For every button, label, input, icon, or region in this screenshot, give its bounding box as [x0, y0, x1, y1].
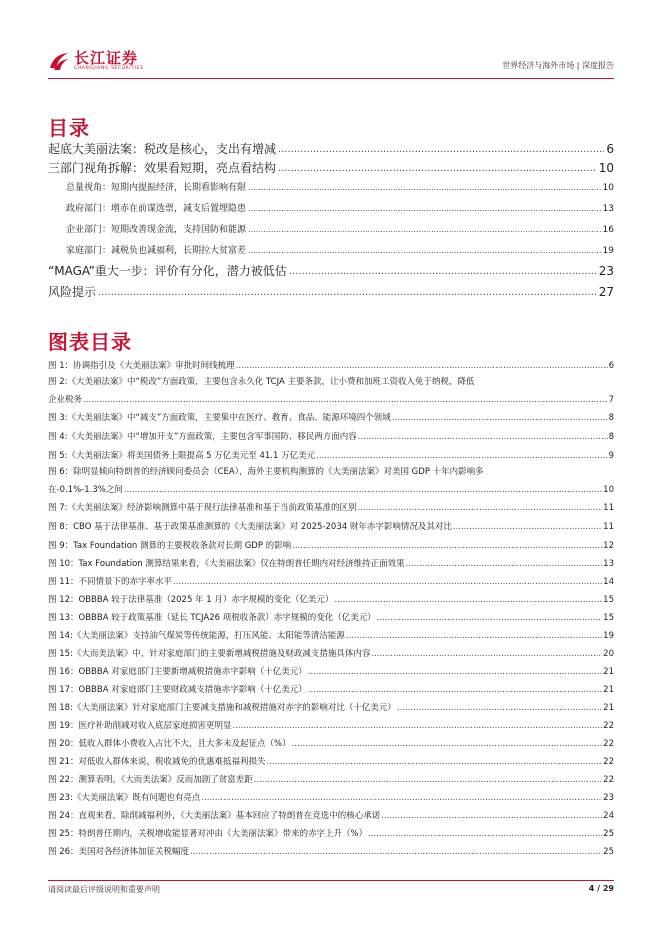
leader-dots	[233, 720, 603, 732]
figure-entry[interactable]	[48, 810, 614, 822]
toc-entry-page: 13	[602, 204, 614, 214]
figure-entry-label: 图 16：OBBBA 对家庭部门主要新增减税措施赤字影响（十亿美元）	[48, 667, 307, 677]
company-logo	[48, 46, 143, 76]
figure-entry-label: 图 17：OBBBA 对家庭部门主要财政减支措施赤字影响（十亿美元）	[48, 685, 307, 695]
leader-dots	[83, 391, 608, 409]
figure-entry[interactable]	[48, 521, 614, 533]
figure-entry-page: 25	[603, 829, 614, 839]
leader-dots	[381, 810, 602, 822]
figure-entry[interactable]	[48, 648, 614, 660]
figure-entry-label: 图 2:《大美丽法案》中“税改”方面政策，主要包含永久化 TCJA 主要条款，让小费和加班工资收入免于纳税，降低	[48, 377, 475, 387]
figure-entry[interactable]	[48, 666, 614, 678]
figure-entry[interactable]	[48, 558, 614, 570]
leader-dots	[308, 666, 602, 678]
figure-entry-page: 9	[608, 451, 614, 461]
figure-entry[interactable]	[48, 450, 614, 462]
toc-entry-label: 三部门视角拆解：效果看短期，亮点看结构	[48, 161, 277, 175]
toc-entry-page: 10	[602, 183, 614, 193]
figure-entry-page: 21	[603, 685, 614, 695]
figure-entry-page: 6	[608, 361, 614, 371]
toc-entry-label: 政府部门：增赤在前谋选票，减支后置埋隐患	[66, 204, 247, 214]
leader-dots	[406, 558, 603, 570]
figure-entry-page: 19	[603, 631, 614, 641]
figure-entry-label: 图 26：美国对各经济体加征关税幅度	[48, 847, 190, 857]
leader-dots	[236, 360, 608, 372]
figure-entry-label: 图 9：Tax Foundation 测算的主要税收条款对长期 GDP 的影响	[48, 541, 292, 551]
leader-dots	[278, 161, 597, 176]
figure-entry[interactable]	[48, 612, 614, 624]
leader-dots	[248, 245, 601, 257]
figure-entry[interactable]	[48, 594, 614, 606]
leader-dots	[377, 612, 602, 624]
leader-dots	[173, 576, 602, 588]
toc-entry-label: 起底大美丽法案：税改是核心，支出有增减	[48, 142, 277, 156]
figure-entry[interactable]	[48, 792, 614, 804]
figure-entry-label: 图 4:《大美丽法案》中“增加开支”方面政策，主要包含军事国防、移民两方面内容	[48, 432, 357, 442]
figure-entry[interactable]	[48, 774, 614, 786]
figure-entry-label: 图 22：测算表明，《大而美法案》反而加剧了贫富差距	[48, 775, 253, 785]
figure-entry-label: 图 8：CBO 基于法律基准、基于政策基准测算的《大美丽法案》对 2025-2034 财年赤字影响情况及其对比	[48, 522, 452, 532]
leader-dots	[292, 540, 602, 552]
toc-entry-page: 19	[602, 246, 614, 256]
figure-entry-page: 20	[603, 649, 614, 659]
leader-dots	[254, 774, 602, 786]
figure-entry-page: 7	[608, 395, 614, 405]
leader-dots	[368, 828, 602, 840]
figure-entry-label: 图 1：协调指引及《大美丽法案》审批时间线梳理	[48, 361, 235, 371]
figure-entry-page: 12	[603, 541, 614, 551]
figure-entry[interactable]	[48, 502, 614, 514]
toc-title: 目录	[48, 116, 90, 140]
toc-subentry[interactable]	[66, 224, 614, 236]
toc-entry-label: 风险提示	[48, 285, 97, 299]
figure-entry-label: 图 7:《大美丽法案》经济影响测算中基于现行法律基准和基于当前政策基准的区别	[48, 503, 357, 513]
figure-entry[interactable]	[48, 702, 614, 714]
leader-dots	[346, 630, 602, 642]
header-divider	[48, 78, 614, 79]
figure-entry-label: 图 13：OBBBA 较于政策基准（延长 TCJA26 项税收条款）赤字规模的变化（亿美元）	[48, 613, 376, 623]
leader-dots	[267, 756, 603, 768]
figure-entry[interactable]	[48, 463, 614, 499]
leader-dots	[248, 203, 601, 215]
toc-entry[interactable]	[48, 285, 614, 300]
figure-entry-label: 图 20：低收入群体小费收入占比不大，且大多未及起征点（%）	[48, 739, 291, 749]
figure-entry-page: 21	[603, 667, 614, 677]
toc-subentry[interactable]	[66, 182, 614, 194]
leader-dots	[124, 481, 602, 499]
leader-dots	[278, 142, 604, 157]
figure-entry[interactable]	[48, 738, 614, 750]
page-header	[48, 46, 614, 76]
figure-entry[interactable]	[48, 431, 614, 443]
toc-entry-page: 6	[606, 142, 614, 156]
figure-entry-label: 图 14:《大美丽法案》支持油气煤炭等传统能源，打压风能、太阳能等清洁能源	[48, 631, 345, 641]
leader-dots	[98, 285, 597, 300]
figure-entry-page: 13	[603, 559, 614, 569]
leader-dots	[334, 594, 602, 606]
toc-entry[interactable]	[48, 264, 614, 279]
leader-dots	[397, 702, 602, 714]
figure-entry-page: 14	[603, 577, 614, 587]
logo-name-en: CHANGJIANG SECURITIES	[74, 66, 144, 71]
figure-entry-label-cont: 在-0.1%-1.3%之间	[48, 485, 123, 495]
leader-dots	[248, 182, 601, 194]
leader-dots	[358, 431, 608, 443]
figure-entry-page: 8	[608, 432, 614, 442]
logo-icon	[48, 50, 70, 72]
figure-entry-label: 图 6：除明显倾向特朗普的经济顾问委员会（CEA），海外主要机构测算的《大美丽法案》对美国 GDP 十年内影响多	[48, 467, 484, 477]
toc-entry-page: 27	[598, 285, 614, 299]
leader-dots	[453, 521, 602, 533]
figure-entry[interactable]	[48, 360, 614, 372]
toc-entry-page: 23	[598, 264, 614, 278]
toc-entry-label: 企业部门：短期改善现金流，支持国防和能源	[66, 225, 247, 235]
figure-entry-label: 图 23:《大美丽法案》既有问题也有亮点	[48, 793, 201, 803]
figure-entry[interactable]	[48, 684, 614, 696]
figure-entry[interactable]	[48, 846, 614, 858]
toc-entry-label: 总量视角：短期内提振经济，长期看影响有限	[66, 183, 247, 193]
toc-subentry[interactable]	[66, 203, 614, 215]
figure-entry-page: 24	[603, 811, 614, 821]
figure-entry-label: 图 21：对低收入群体来说，税收减免的优惠难抵福利损失	[48, 757, 266, 767]
toc-entry-label: “MAGA”重大一步：评价有分化，潜力被低估	[48, 264, 287, 278]
logo-name: 长江证券	[74, 49, 139, 67]
toc-entry-page: 10	[598, 161, 614, 175]
figure-entry-label: 图 5:《大美丽法案》将美国债务上限提高 5 万亿美元至 41.1 万亿美元	[48, 451, 316, 461]
toc-subentry[interactable]	[66, 245, 614, 257]
figure-entry-page: 25	[603, 847, 614, 857]
figure-entry-page: 22	[603, 757, 614, 767]
figure-entry-label: 图 24：直观来看，除削减福利外，《大美丽法案》基本回应了特朗普在竞选中的核心承诺	[48, 811, 381, 821]
figure-entry-label-cont: 企业税务	[48, 395, 83, 405]
toc-entry[interactable]	[48, 142, 614, 157]
figure-entry[interactable]	[48, 756, 614, 768]
figure-entry-page: 11	[603, 522, 614, 532]
leader-dots	[308, 684, 602, 696]
figure-entry-label: 图 12：OBBBA 较于法律基准（2025 年 1 月）赤字规模的变化（亿美元）	[48, 595, 334, 605]
figure-entry-label: 图 18:《大美丽法案》针对家庭部门主要减支措施和减税措施对赤字的影响对比（十亿美元）	[48, 703, 396, 713]
figure-entry-page: 22	[603, 721, 614, 731]
toc-entry-label: 家庭部门：减税负也减福利，长期拉大贫富差	[66, 246, 247, 256]
figure-entry-page: 8	[608, 413, 614, 423]
figure-entry[interactable]	[48, 576, 614, 588]
figure-entry-page: 10	[603, 485, 614, 495]
figure-entry-page: 21	[603, 703, 614, 713]
leader-dots	[248, 224, 601, 236]
figure-entry[interactable]	[48, 720, 614, 732]
figure-entry-page: 15	[603, 613, 614, 623]
figure-entry-label: 图 19：医疗补助削减对收入底层家庭损害更明显	[48, 721, 232, 731]
figures-title: 图表目录	[48, 330, 132, 354]
figure-entry-label: 图 15:《大而美法案》中，针对家庭部门的主要新增减税措施及财政减支措施具体内容	[48, 649, 371, 659]
leader-dots	[371, 648, 602, 660]
toc-entry[interactable]	[48, 161, 614, 176]
leader-dots	[392, 412, 608, 424]
figure-entry[interactable]	[48, 412, 614, 424]
figure-entry-label: 图 3:《大美丽法案》中“减支”方面政策，主要集中在医疗、教育、食品、能源环境四个领域	[48, 413, 391, 423]
figure-entry[interactable]	[48, 630, 614, 642]
leader-dots	[316, 450, 607, 462]
disclaimer-note: 请阅读最后评级说明和重要声明	[48, 885, 160, 894]
figure-entry-page: 23	[603, 793, 614, 803]
leader-dots	[201, 792, 602, 804]
figure-entry-page: 22	[603, 775, 614, 785]
report-category: 世界经济与海外市场 | 深度报告	[502, 61, 614, 70]
figure-entry-page: 11	[603, 503, 614, 513]
leader-dots	[357, 502, 602, 514]
figure-entry-page: 15	[603, 595, 614, 605]
figure-entry-page: 22	[603, 739, 614, 749]
toc-entry-page: 16	[602, 225, 614, 235]
figure-entry[interactable]	[48, 373, 614, 409]
leader-dots	[190, 846, 602, 858]
figure-entry-label: 图 11：不同情景下的赤字率水平	[48, 577, 173, 587]
leader-dots	[292, 738, 603, 750]
figure-entry-label: 图 25：特朗普任期内，关税增收能显著对冲由《大美丽法案》带来的赤字上升（%）	[48, 829, 368, 839]
footer-divider	[48, 880, 614, 881]
leader-dots	[289, 264, 597, 279]
figure-entry[interactable]	[48, 828, 614, 840]
figure-entry-label: 图 10：Tax Foundation 测算结果来看，《大美丽法案》仅在特朗普任期内对经济维持正面效果	[48, 559, 405, 569]
page-number: 4 / 29	[588, 884, 614, 893]
figure-entry[interactable]	[48, 540, 614, 552]
